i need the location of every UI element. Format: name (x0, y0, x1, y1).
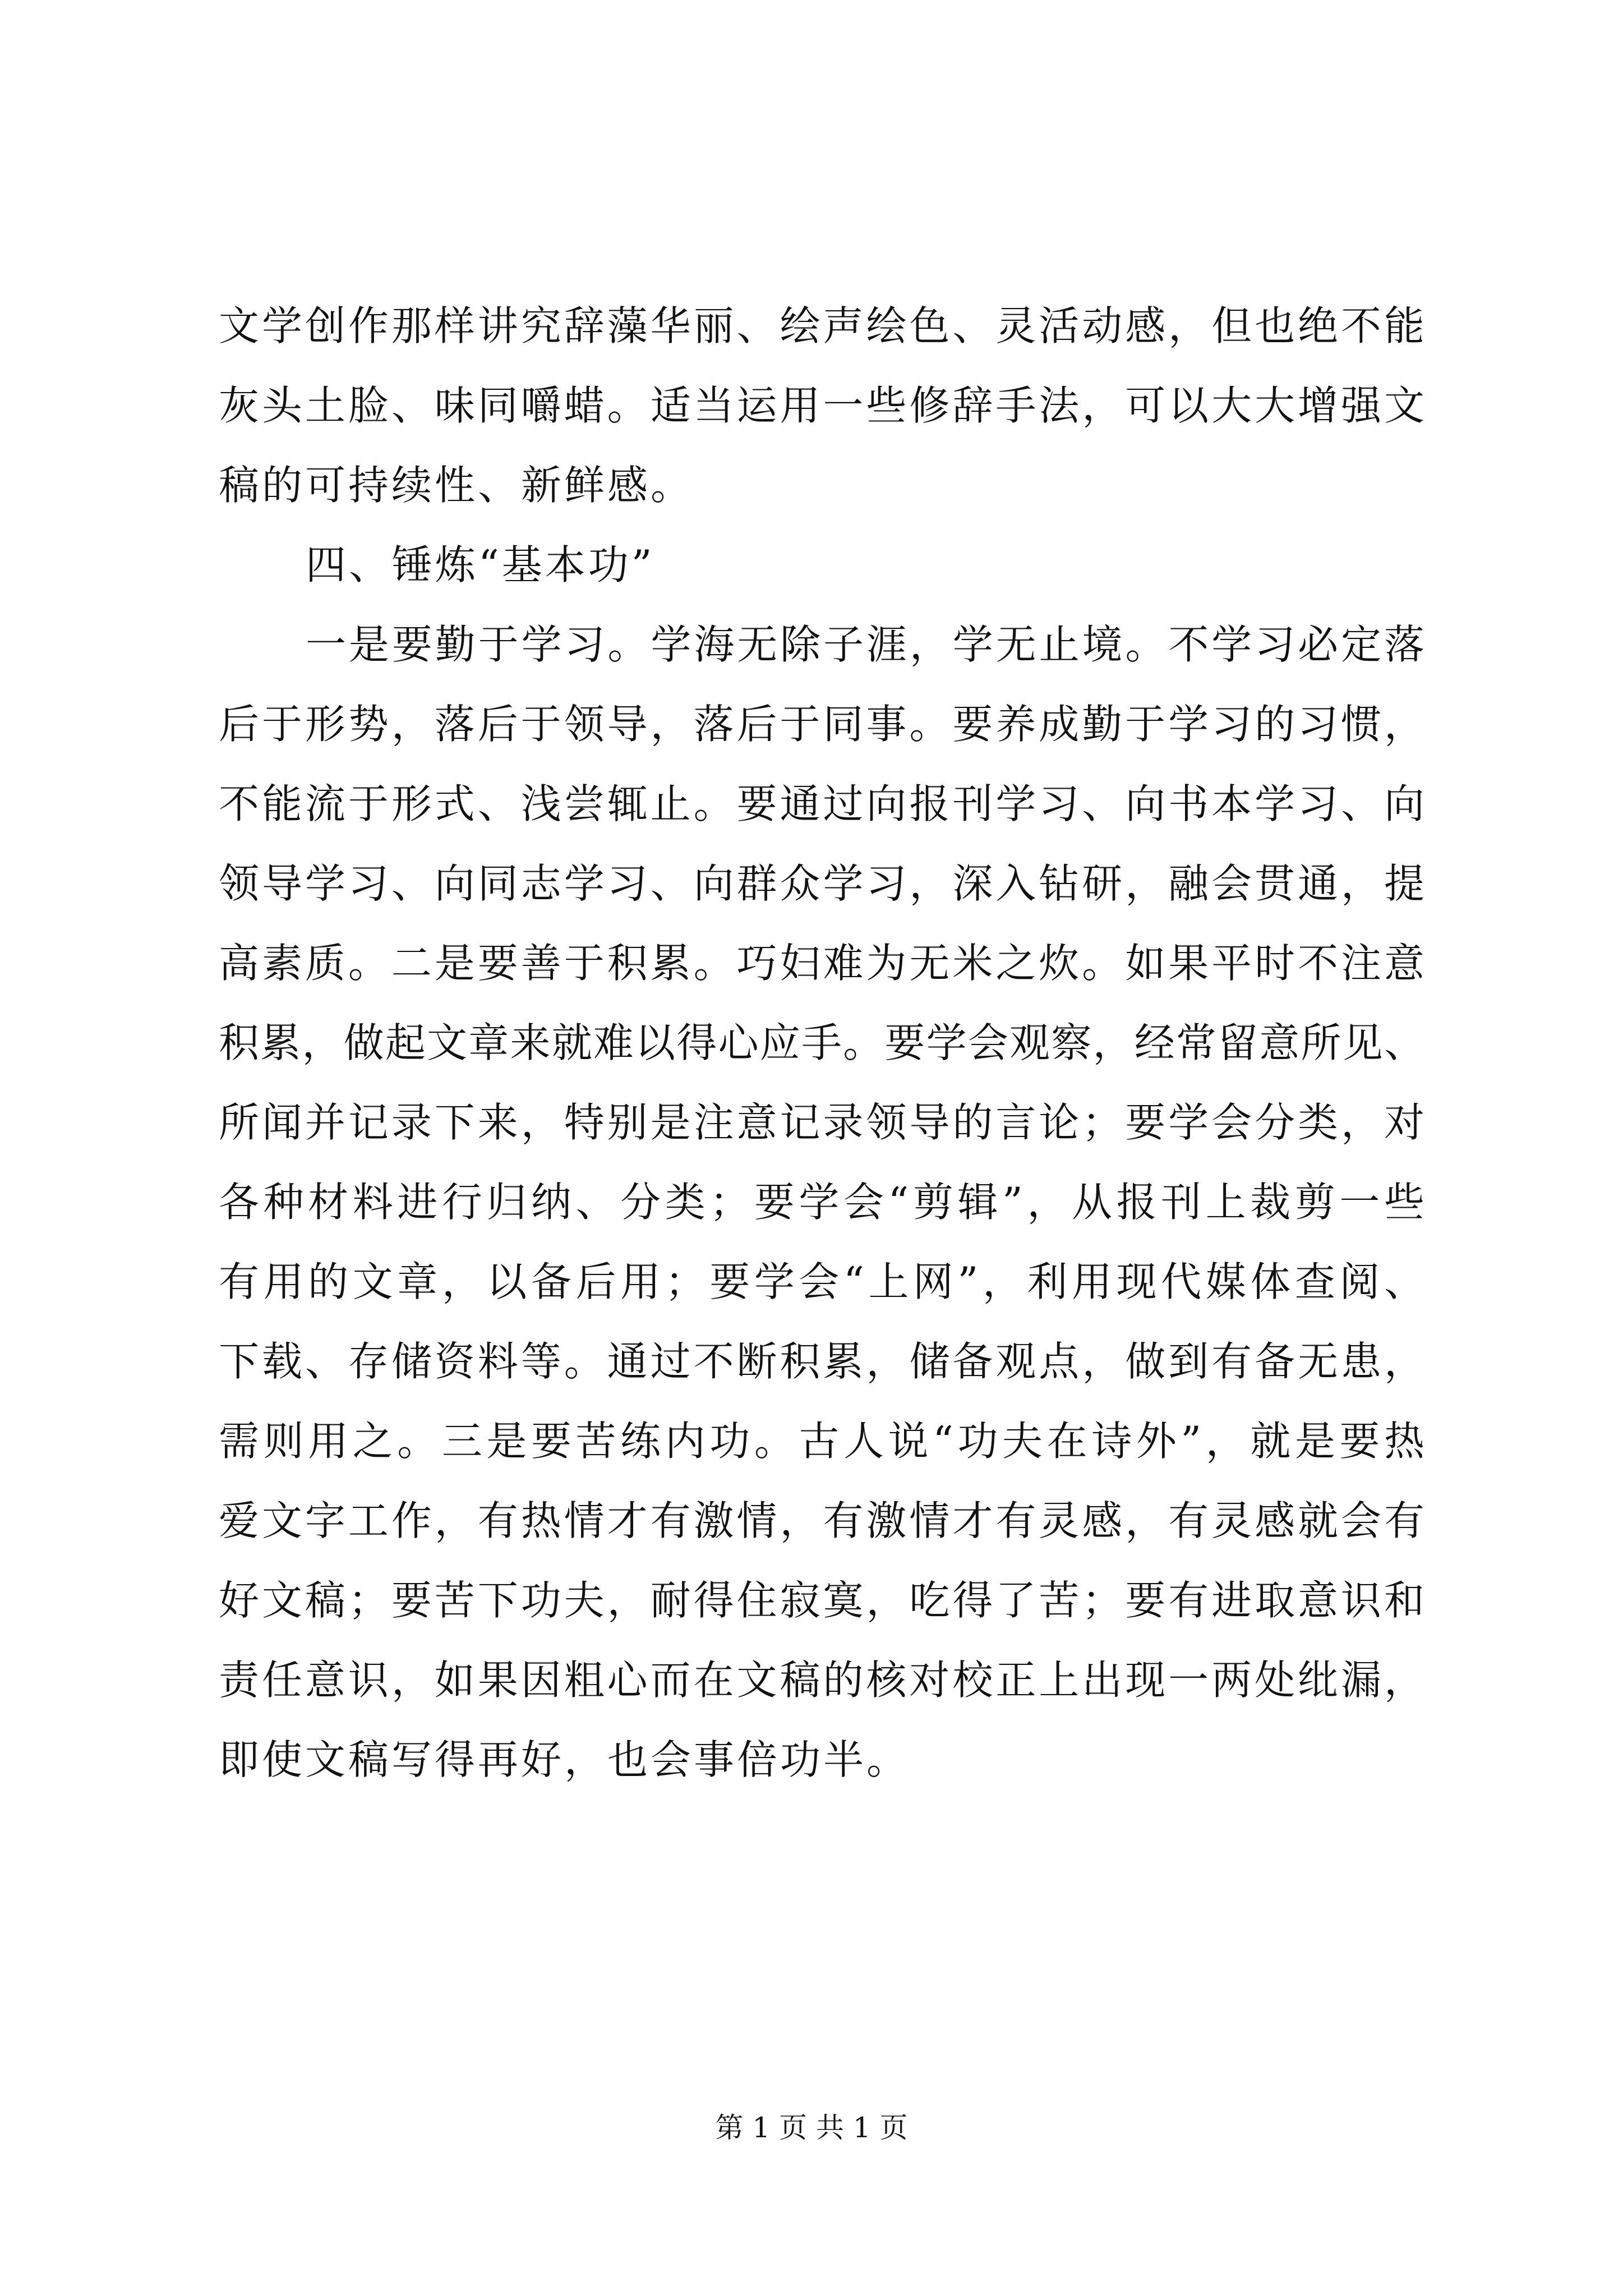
text-line: 不能流于形式、浅尝辄止。要通过向报刊学习、向书本学习、向 (219, 780, 1424, 827)
document-body (219, 286, 1424, 1800)
text-line: 需则用之。三是要苦练内功。古人说“功夫在诗外”，就是要热 (219, 1418, 1424, 1465)
text-line: 下载、存储资料等。通过不断积累，储备观点，做到有备无患， (219, 1338, 1424, 1385)
text-line: 好文稿；要苦下功夫，耐得住寂寞，吃得了苦；要有进取意识和 (219, 1577, 1424, 1624)
text-line: 各种材料进行归纳、分类；要学会“剪辑”，从报刊上裁剪一些 (219, 1179, 1424, 1226)
text-line: 后于形势，落后于领导，落后于同事。要养成勤于学习的习惯， (219, 701, 1424, 748)
text-line: 积累，做起文章来就难以得心应手。要学会观察，经常留意所见、 (219, 1019, 1424, 1066)
text-line: 稿的可持续性、新鲜感。 (219, 462, 694, 509)
text-line: 即使文稿写得再好，也会事倍功半。 (219, 1736, 910, 1783)
text-line: 灰头土脸、味同嚼蜡。适当运用一些修辞手法，可以大大增强文 (219, 382, 1424, 429)
page-number-footer: 第 1 页 共 1 页 (715, 2111, 908, 2144)
text-line: 所闻并记录下来，特别是注意记录领导的言论；要学会分类，对 (219, 1099, 1424, 1146)
section-heading: 四、锤炼“基本功” (306, 541, 655, 588)
text-line: 有用的文章，以备后用；要学会“上网”，利用现代媒体查阅、 (219, 1258, 1424, 1305)
text-line: 高素质。二是要善于积累。巧妇难为无米之炊。如果平时不注意 (219, 940, 1424, 987)
paragraph-first-line: 一是要勤于学习。学海无除子涯，学无止境。不学习必定落 (306, 621, 1424, 668)
text-line: 爱文字工作，有热情才有激情，有激情才有灵感，有灵感就会有 (219, 1497, 1424, 1544)
text-line: 责任意识，如果因粗心而在文稿的核对校正上出现一两处纰漏， (219, 1657, 1424, 1704)
text-line: 领导学习、向同志学习、向群众学习，深入钻研，融会贯通，提 (219, 860, 1424, 907)
text-line: 文学创作那样讲究辞藻华丽、绘声绘色、灵活动感，但也绝不能 (219, 302, 1424, 349)
